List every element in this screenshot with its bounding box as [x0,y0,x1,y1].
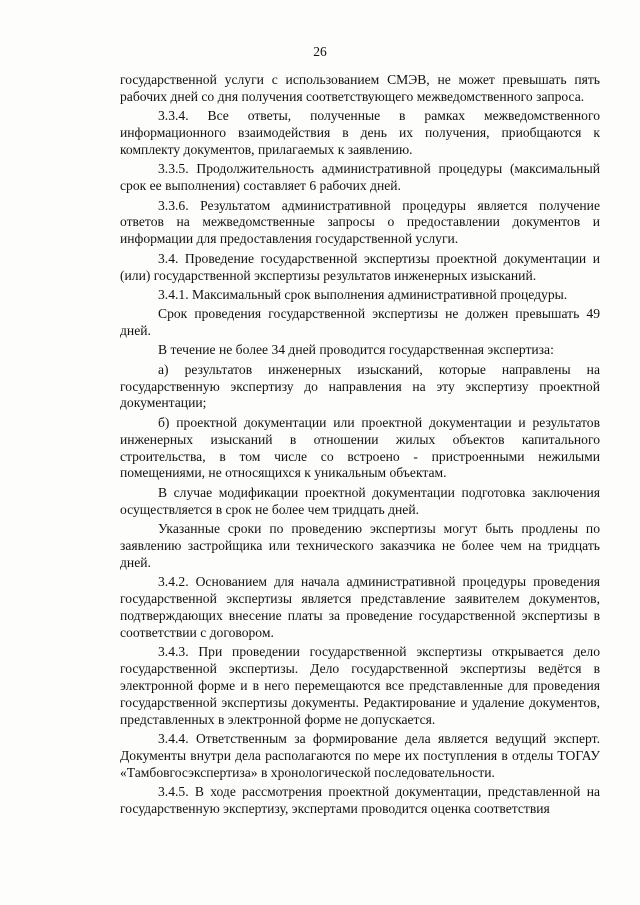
paragraph: 3.3.6. Результатом административной процедуры является получение ответов на межведомственные запросы о предоставлении документов и информации для предоставления государственной услуги. [120,197,600,247]
paragraph: 3.4.3. При проведении государственной экспертизы открывается дело государственной экспертизы. Дело государственной экспертизы ведётся в электронной форме и в него перемещаются все представленные для проведения государственной экспертизы документы. Редактирование и удаление документов, представленных в электронной форме не допускается. [120,644,600,727]
list-item: а) результатов инженерных изысканий, которые направлены на государственную экспертизу до направления на эту экспертизу проектной документации; [120,361,600,411]
paragraph: 3.3.5. Продолжительность административной процедуры (максимальный срок ее выполнения) составляет 6 рабочих дней. [120,161,600,194]
paragraph: 3.4.1. Максимальный срок выполнения административной процедуры. [158,286,568,302]
paragraph: Срок проведения государственной экспертизы не должен превышать 49 дней. [120,306,600,339]
paragraph: В течение не более 34 дней проводится государственная экспертиза: [158,342,554,358]
body-text [120,72,600,820]
paragraph: В случае модификации проектной документации подготовка заключения осуществляется в срок не более чем тридцать дней. [120,484,600,517]
paragraph: Указанные сроки по проведению экспертизы могут быть продлены по заявлению застройщика или технического заказчика не более чем на тридцать дней. [120,520,600,570]
paragraph: государственной услуги с использованием СМЭВ, не может превышать пять рабочих дней со дня получения соответствующего межведомственного запроса. [120,72,600,104]
paragraph: 3.4.2. Основанием для начала административной процедуры проведения государственной экспертизы является представление заявителем документов, подтверждающих внесение платы за проведение государственной экспертизы в соответствии с договором. [120,574,600,640]
paragraph: 3.3.4. Все ответы, полученные в рамках межведомственного информационного взаимодействия в день их получения, приобщаются к комплекту документов, прилагаемых к заявлению. [120,108,600,158]
paragraph: 3.4.4. Ответственным за формирование дела является ведущий эксперт. Документы внутри дела располагаются по мере их поступления в отделы ТОГАУ «Тамбовгосэкспертиза» в хронологической последовательности. [120,731,600,780]
list-item: б) проектной документации или проектной документации и результатов инженерных изысканий в отношении жилых объектов капитального строительства, в том числе со встроено - пристроенными нежилыми помещениями, не относящихся к уникальным объектам. [120,414,600,481]
section-heading: 3.4. Проведение государственной экспертизы проектной документации и (или) государственной экспертизы результатов инженерных изысканий. [120,250,600,283]
paragraph: 3.4.5. В ходе рассмотрения проектной документации, представленной на государственную экспертизу, экспертами проводится оценка соответствия [120,784,600,817]
page-number: 26 [313,44,327,59]
